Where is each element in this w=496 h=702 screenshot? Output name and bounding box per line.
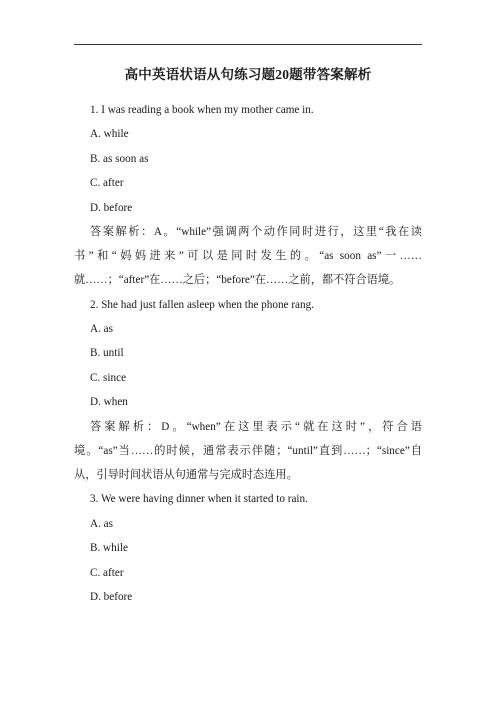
answer-option: A. while bbox=[90, 128, 129, 141]
answer-option: B. until bbox=[90, 347, 124, 360]
answer-option: D. before bbox=[90, 201, 133, 214]
answer-option: D. when bbox=[90, 396, 128, 409]
header-rule bbox=[74, 44, 422, 45]
question-stem: 1. I was reading a book when my mother came in. bbox=[90, 104, 314, 116]
answer-option: D. before bbox=[90, 590, 133, 603]
answer-option: C. since bbox=[90, 371, 127, 384]
answer-option: A. as bbox=[90, 323, 113, 336]
answer-option: B. while bbox=[90, 542, 128, 555]
answer-option: A. as bbox=[90, 517, 113, 530]
document-body bbox=[74, 98, 422, 609]
question-stem: 2. She had just fallen asleep when the phone rang. bbox=[90, 298, 314, 311]
answer-option: C. after bbox=[90, 566, 124, 579]
answer-analysis: 答案解析：A。“while”强调两个动作同时进行，这里“我在读书”和“妈妈进来”可以是同时发生的。“as soon as”一……就……；“after”在……之后；“before”在……之前，都不符合语境。 bbox=[74, 226, 422, 287]
answer-analysis: 答案解析：D。“when”在这里表示“就在这时”，符合语境。“as”当……的时候，通常表示伴随；“until”直到……；“since”自从，引导时间状语从句通常与完成时态连用。 bbox=[74, 420, 422, 482]
question-stem: 3. We were having dinner when it started to rain. bbox=[90, 493, 308, 506]
answer-option: B. as soon as bbox=[90, 152, 149, 165]
document-title: 高中英语状语从句练习题20题带答案解析 bbox=[124, 67, 372, 82]
answer-option: C. after bbox=[90, 177, 124, 190]
